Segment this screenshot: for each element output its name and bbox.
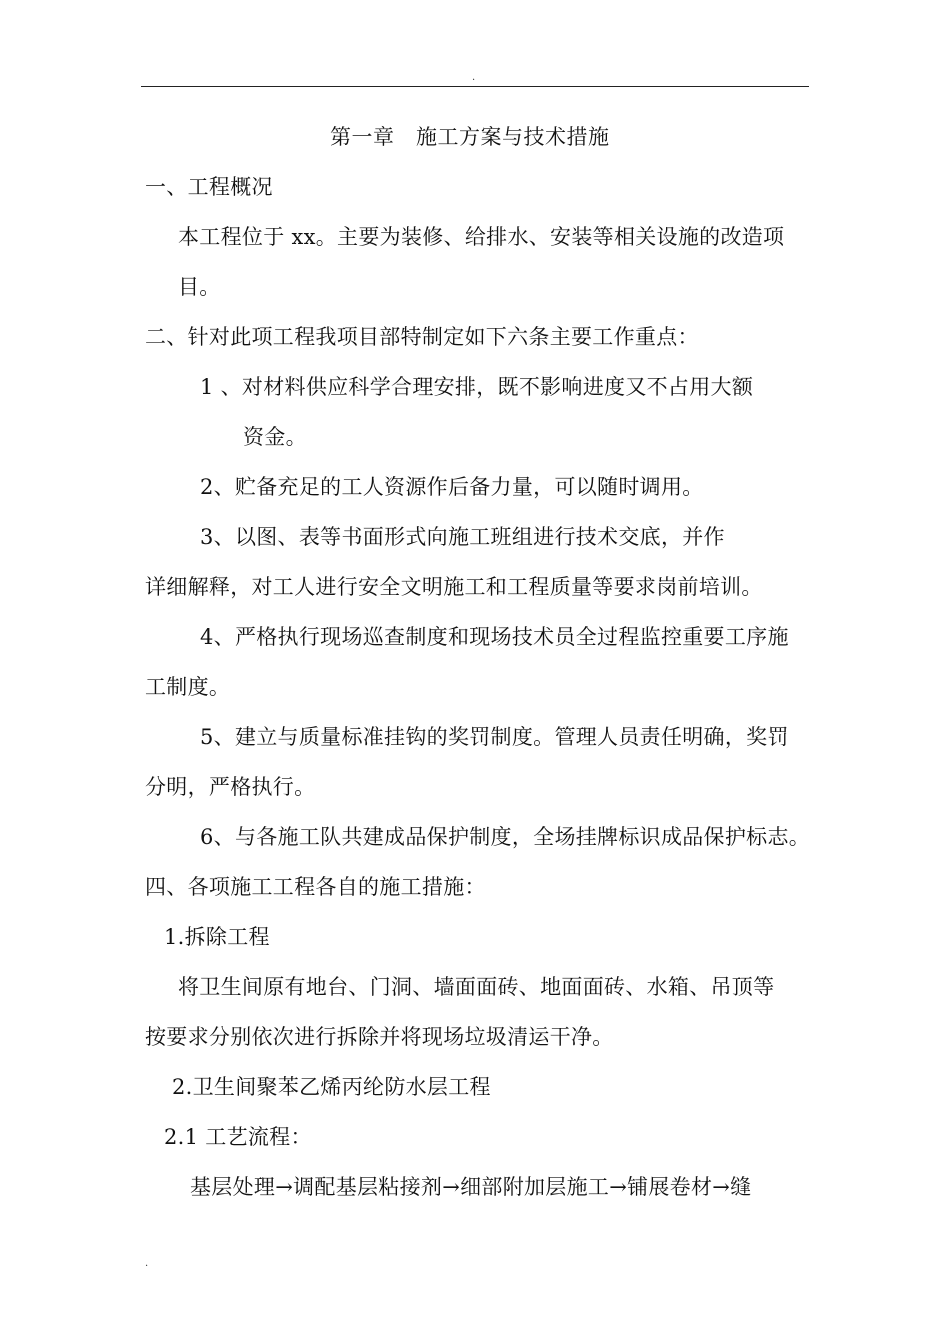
section-heading-priorities: 二、针对此项工程我项目部特制定如下六条主要工作重点： — [145, 325, 699, 349]
list-item-continuation: 分明，严格执行。 — [145, 775, 316, 799]
paragraph-line: 目。 — [178, 275, 221, 299]
list-item: 6、与各施工队共建成品保护制度，全场挂牌标识成品保护标志。 — [200, 825, 811, 849]
paragraph-line: 按要求分别依次进行拆除并将现场垃圾清运干净。 — [145, 1025, 614, 1049]
footer-mark: . — [145, 1258, 149, 1269]
chapter-title: 第一章 施工方案与技术措施 — [330, 125, 610, 149]
subsection-heading: 2.1 工艺流程： — [164, 1125, 312, 1149]
section-heading-overview: 一、工程概况 — [145, 175, 273, 199]
section-heading-measures: 四、各项施工工程各自的施工措施： — [145, 875, 486, 899]
header-rule — [141, 86, 809, 87]
header-mark: . — [472, 72, 476, 83]
list-item-continuation: 资金。 — [243, 425, 307, 449]
list-item: 3、以图、表等书面形式向施工班组进行技术交底，并作 — [200, 525, 725, 549]
paragraph-line: 将卫生间原有地台、门洞、墙面面砖、地面面砖、水箱、吊顶等 — [178, 975, 775, 999]
list-item: 2、贮备充足的工人资源作后备力量，可以随时调用。 — [200, 475, 704, 499]
paragraph-line: 基层处理→调配基层粘接剂→细部附加层施工→铺展卷材→缝 — [190, 1175, 752, 1199]
subsection-heading: 1.拆除工程 — [164, 925, 270, 949]
list-item-continuation: 工制度。 — [145, 675, 231, 699]
subsection-heading: 2.卫生间聚苯乙烯丙纶防水层工程 — [172, 1075, 491, 1099]
list-item-continuation: 详细解释，对工人进行安全文明施工和工程质量等要求岗前培训。 — [145, 575, 763, 599]
list-item: 5、建立与质量标准挂钩的奖罚制度。管理人员责任明确，奖罚 — [200, 725, 789, 749]
paragraph-line: 本工程位于 xx。主要为装修、给排水、安装等相关设施的改造项 — [178, 225, 785, 249]
list-item: 1 、对材料供应科学合理安排，既不影响进度又不占用大额 — [200, 375, 754, 399]
list-item: 4、严格执行现场巡查制度和现场技术员全过程监控重要工序施 — [200, 625, 789, 649]
